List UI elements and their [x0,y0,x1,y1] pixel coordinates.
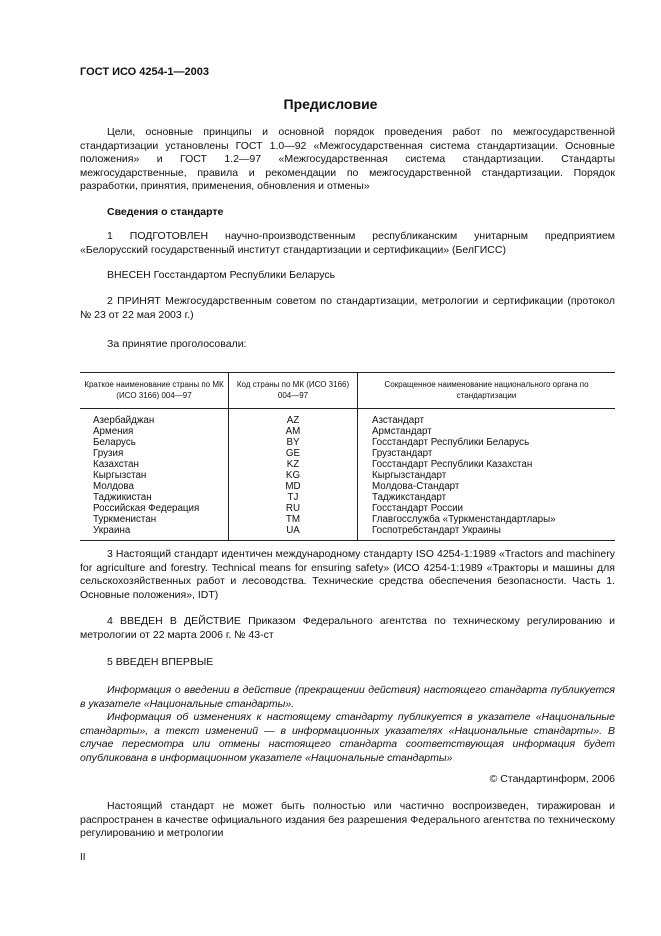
table-row [80,448,615,459]
table-header-row [80,373,615,409]
item-identical: 3 Настоящий стандарт идентичен международному стандарту ISO 4254-1:1989 «Tractors and machinery for agriculture and forestry. Technical means for ensuring safety» (ИСО 4254-1:1989 «Тракторы и машины для сельскохозяйственных работ и лесоводства. Технические средства обеспечения безопасности. Часть 1. Основные положения», IDT) [80,548,615,601]
cell-country: Молдова [93,481,134,492]
cell-country: Грузия [93,448,124,459]
cell-code: TM [229,514,358,525]
table-row [80,459,615,470]
table-row [80,525,615,541]
cell-code: KG [229,470,358,481]
cell-country: Азербайджан [93,415,155,426]
item-prepared: 1 ПОДГОТОВЛЕН научно-производственным республиканским унитарным предприятием «Белорусский государственный институт стандартизации и сертификации» (БелГИСС) [80,230,615,256]
cell-country: Украина [80,525,229,541]
cell-country: Кыргызстан [93,470,147,481]
cell-code: AM [229,426,358,437]
cell-org: Армстандарт [358,426,616,437]
item-first-introduced: 5 ВВЕДЕН ВПЕРВЫЕ [107,656,214,668]
cell-code: RU [229,503,358,514]
cell-code: GE [229,448,358,459]
intro-paragraph: Цели, основные принципы и основной порядок проведения работ по межгосударственной стандартизации установлены ГОСТ 1.0—92 «Межгосударственная система стандартизации. Основные положения» и ГОСТ 1.2—97 «Межгосударственная система стандартизации. Стандарты межгосударственные, правила и рекомендации по межгосударственной стандартизации. Порядок разработки, принятия, применения, обновления и отмены» [80,126,615,193]
header-org: Сокращенное наименование национального органа по стандартизации [358,373,616,409]
cell-country: Таджикистан [93,492,152,503]
cell-org: Молдова-Стандарт [358,481,616,492]
item-introduced-by: ВНЕСЕН Госстандартом Республики Беларусь [107,269,336,281]
cell-org: Госстандарт России [358,503,616,514]
cell-org: Госпотребстандарт Украины [358,525,616,541]
section-heading: Сведения о стандарте [107,206,224,218]
page-title: Предисловие [283,96,378,112]
voting-table [80,372,615,541]
info-changes: Информация об изменениях к настоящему стандарту публикуется в указателе «Национальные стандарты», а текст изменений — в информационных указателях «Национальные стандарты». В случае пересмотра или отмены настоящего стандарта соответствующая информация будет опубликована в информационном указателе «Национальные стандарты» [80,711,615,764]
copyright: © Стандартинформ, 2006 [489,773,615,785]
cell-country: Беларусь [93,437,136,448]
table-row [80,492,615,503]
cell-code: MD [229,481,358,492]
cell-code: KZ [229,459,358,470]
cell-country: Российская Федерация [93,503,200,514]
header-country: Краткое наименование страны по МК (ИСО 3166) 004—97 [80,373,229,409]
item-adopted: 2 ПРИНЯТ Межгосударственным советом по стандартизации, метрологии и сертификации (протокол № 23 от 22 мая 2003 г.) [80,295,615,321]
cell-org: Таджикстандарт [358,492,616,503]
reproduction-notice: Настоящий стандарт не может быть полностью или частично воспроизведен, тиражирован и распространен в качестве официального издания без разрешения Федерального агентства по техническому регулированию и метрологии [80,800,615,840]
table-row [80,514,615,525]
cell-org: Госстандарт Республики Казахстан [358,459,616,470]
cell-org: Кыргызстандарт [358,470,616,481]
page-number: II [80,852,86,863]
cell-org: Главгосслужба «Туркменстандартлары» [358,514,616,525]
table-row [80,481,615,492]
info-introduction: Информация о введении в действие (прекращении действия) настоящего стандарта публикуется в указателе «Национальные стандарты». [80,684,615,710]
item-in-force: 4 ВВЕДЕН В ДЕЙСТВИЕ Приказом Федерального агентства по техническому регулированию и метрологии от 22 марта 2006 г. № 43-ст [80,615,615,641]
cell-org: Грузстандарт [358,448,616,459]
table-row [80,437,615,448]
cell-code: BY [229,437,358,448]
cell-code: AZ [229,409,358,427]
cell-code: UA [229,525,358,541]
table-row [80,470,615,481]
standard-code: ГОСТ ИСО 4254-1—2003 [80,66,210,78]
table-row [80,503,615,514]
table-body [80,409,615,541]
cell-code: TJ [229,492,358,503]
cell-country: Туркменистан [93,514,157,525]
table-row [80,409,615,427]
table-row [80,426,615,437]
header-code: Код страны по МК (ИСО 3166) 004—97 [229,373,358,409]
cell-country: Казахстан [93,459,139,470]
cell-country: Армения [93,426,134,437]
cell-org: Азстандарт [358,409,616,427]
cell-org: Госстандарт Республики Беларусь [358,437,616,448]
voted-heading: За принятие проголосовали: [107,338,247,350]
